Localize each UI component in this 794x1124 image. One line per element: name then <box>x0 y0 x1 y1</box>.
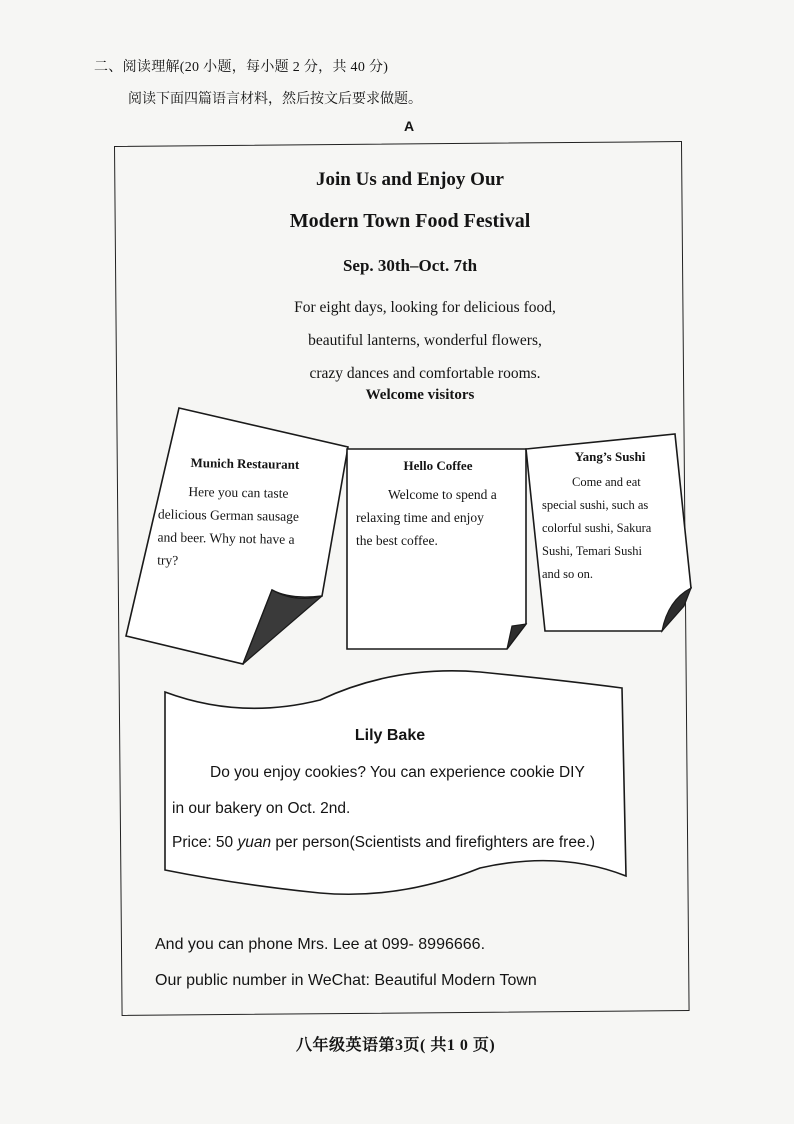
card-line: delicious German sausage <box>157 506 300 524</box>
passage-label: A <box>404 118 415 134</box>
contact-wechat: Our public number in WeChat: Beautiful Modern Town <box>155 972 537 989</box>
contact-phone: And you can phone Mrs. Lee at 099- 8996666. <box>155 936 486 953</box>
poster-title-line1: Join Us and Enjoy Our <box>316 169 504 190</box>
bake-price <box>172 834 595 852</box>
card-line: Here you can taste <box>188 484 289 501</box>
festival-dates: Sep. 30th–Oct. 7th <box>342 256 478 275</box>
intro-line: beautiful lanterns, wonderful flowers, <box>308 332 542 349</box>
intro-line: For eight days, looking for delicious food, <box>294 299 556 316</box>
intro-line: crazy dances and comfortable rooms. <box>309 365 541 382</box>
card-line: Sushi, Temari Sushi <box>542 544 642 558</box>
card-line: and beer. Why not have a <box>157 529 295 547</box>
instructions: 阅读下面四篇语言材料，然后按文后要求做题。 <box>128 92 422 107</box>
card-body <box>356 483 520 552</box>
card-body <box>542 471 678 586</box>
price-prefix: Price: 50 <box>172 834 238 851</box>
card-line: the best coffee. <box>356 533 438 548</box>
bake-banner-shape <box>165 671 626 894</box>
bake-title: Lily Bake <box>354 727 426 744</box>
card-sushi <box>542 449 678 586</box>
price-suffix: per person(Scientists and firefighters are free.) <box>271 834 596 851</box>
card-line: Come and eat <box>572 475 641 489</box>
card-munich <box>157 455 331 575</box>
bake-line: Do you enjoy cookies? You can experience cookie DIY <box>210 764 585 781</box>
section-heading: 二、阅读理解(20 小题，每小题 2 分，共 40 分) <box>94 60 389 75</box>
card-line: try? <box>157 552 179 568</box>
card-title: Yang’s Sushi <box>574 449 646 464</box>
welcome-heading: Welcome visitors <box>365 387 475 403</box>
card-line: and so on. <box>542 567 594 581</box>
poster-title-line2: Modern Town Food Festival <box>289 210 531 232</box>
card-title: Munich Restaurant <box>190 455 300 472</box>
card-line: Welcome to spend a <box>388 487 497 502</box>
price-unit: yuan <box>237 834 272 851</box>
card-body <box>157 480 331 575</box>
card-line: relaxing time and enjoy <box>356 510 484 525</box>
card-title: Hello Coffee <box>403 458 473 473</box>
bake-line: in our bakery on Oct. 2nd. <box>172 800 351 817</box>
card-line: special sushi, such as <box>542 498 649 512</box>
card-coffee <box>356 458 520 552</box>
card-line: colorful sushi, Sakura <box>542 521 652 535</box>
page-footer: 八年级英语第3页( 共1 0 页) <box>296 1037 496 1054</box>
